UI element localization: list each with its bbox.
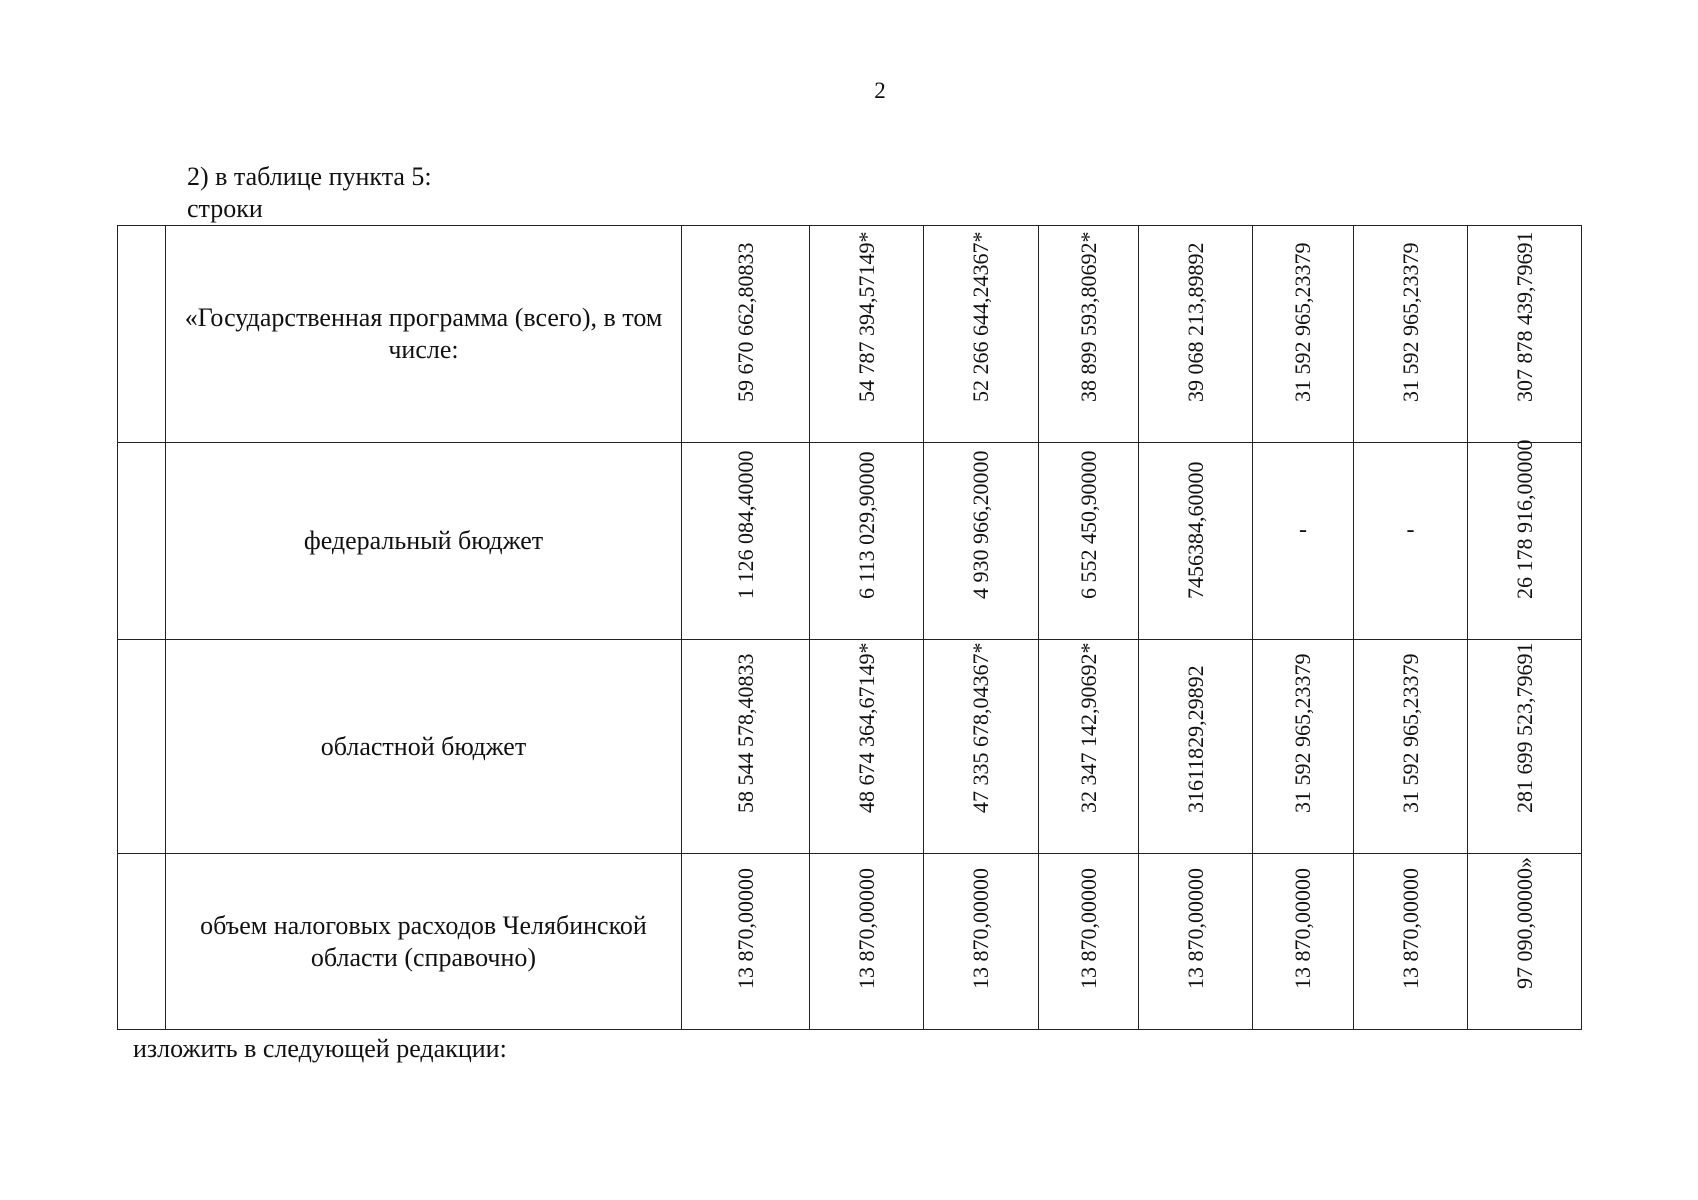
value-cell: [1354, 640, 1468, 854]
value-cell: [924, 854, 1039, 1030]
row-number-cell: [118, 854, 166, 1030]
row-label: областной бюджет: [166, 640, 682, 854]
value-text: 58 544 578,40833: [732, 653, 758, 813]
table-row: [118, 226, 1582, 443]
row-label: объем налоговых расходов Челябинской области (справочно): [166, 854, 682, 1030]
value-cell: [1354, 854, 1468, 1030]
value-cell: [924, 640, 1039, 854]
value-cell: [924, 226, 1039, 443]
value-cell: [1253, 854, 1354, 1030]
value-text: -: [1406, 517, 1415, 543]
value-cell: [1468, 640, 1582, 854]
value-text: 54 787 394,57149*: [853, 231, 879, 402]
value-text: 13 870,00000: [732, 868, 758, 989]
row-label: «Государственная программа (всего), в том числе:: [166, 226, 682, 443]
value-text: 31 592 965,23379: [1397, 653, 1423, 813]
value-cell: [1139, 226, 1253, 443]
value-text: 307 878 439,79691: [1511, 231, 1537, 402]
value-cell: [1039, 443, 1139, 640]
value-cell: [682, 226, 810, 443]
page-number: 2: [874, 78, 886, 103]
value-cell: [1039, 854, 1139, 1030]
value-cell: [1253, 226, 1354, 443]
value-text: 13 870,00000: [968, 868, 993, 989]
value-text: 31 592 965,23379: [1397, 242, 1423, 402]
value-cell: [1039, 640, 1139, 854]
intro-line-1: 2) в таблице пункта 5:: [187, 162, 432, 191]
value-cell: [924, 443, 1039, 640]
value-text: 31611829,29892: [1182, 665, 1208, 813]
table-row: [118, 443, 1582, 640]
row-number-cell: [118, 640, 166, 854]
value-text: 13 870,00000: [1290, 868, 1315, 989]
value-cell: [1354, 226, 1468, 443]
value-cell: [1468, 226, 1582, 443]
value-text: 48 674 364,67149*: [853, 642, 879, 813]
value-text: 6 552 450,90000: [1075, 450, 1101, 599]
budget-table: [117, 225, 1582, 1030]
value-text: 7456384,60000: [1182, 461, 1208, 599]
value-text: 13 870,00000: [1397, 868, 1423, 989]
value-cell: [682, 640, 810, 854]
value-cell: [1139, 443, 1253, 640]
value-cell: [1354, 443, 1468, 640]
value-cell: [682, 443, 810, 640]
value-text: 13 870,00000: [1182, 868, 1208, 989]
value-text: -: [1299, 517, 1307, 543]
value-text: 59 670 662,80833: [732, 242, 758, 402]
value-cell: [1468, 854, 1582, 1030]
value-text: 26 178 916,00000: [1511, 439, 1537, 599]
table-row: [118, 640, 1582, 854]
value-text: 39 068 213,89892: [1182, 242, 1208, 402]
value-cell: [810, 226, 924, 443]
row-number-cell: [118, 443, 166, 640]
value-cell: [1253, 443, 1354, 640]
value-text: 97 090,00000»: [1511, 857, 1537, 989]
value-text: 1 126 084,40000: [732, 450, 758, 599]
value-cell: [682, 854, 810, 1030]
table-row: [118, 854, 1582, 1030]
value-cell: [1139, 854, 1253, 1030]
row-number-cell: [118, 226, 166, 443]
intro-line-2: строки: [187, 194, 263, 223]
value-text: 31 592 965,23379: [1290, 653, 1315, 813]
value-text: 13 870,00000: [853, 868, 879, 989]
row-label: федеральный бюджет: [166, 443, 682, 640]
value-text: 281 699 523,79691: [1511, 642, 1537, 813]
value-text: 38 899 593,80692*: [1075, 231, 1101, 402]
value-text: 4 930 966,20000: [968, 450, 993, 599]
value-cell: [1039, 226, 1139, 443]
value-text: 31 592 965,23379: [1290, 242, 1315, 402]
value-cell: [1253, 640, 1354, 854]
value-cell: [1139, 640, 1253, 854]
value-cell: [810, 854, 924, 1030]
value-text: 47 335 678,04367*: [968, 642, 993, 813]
outro-text: изложить в следующей редакции:: [133, 1034, 507, 1063]
value-cell: [810, 443, 924, 640]
value-cell: [1468, 439, 1582, 640]
value-text: 32 347 142,90692*: [1075, 642, 1101, 813]
value-text: 52 266 644,24367*: [968, 231, 993, 402]
value-text: 6 113 029,90000: [853, 451, 879, 599]
value-text: 13 870,00000: [1075, 868, 1101, 989]
value-cell: [810, 640, 924, 854]
